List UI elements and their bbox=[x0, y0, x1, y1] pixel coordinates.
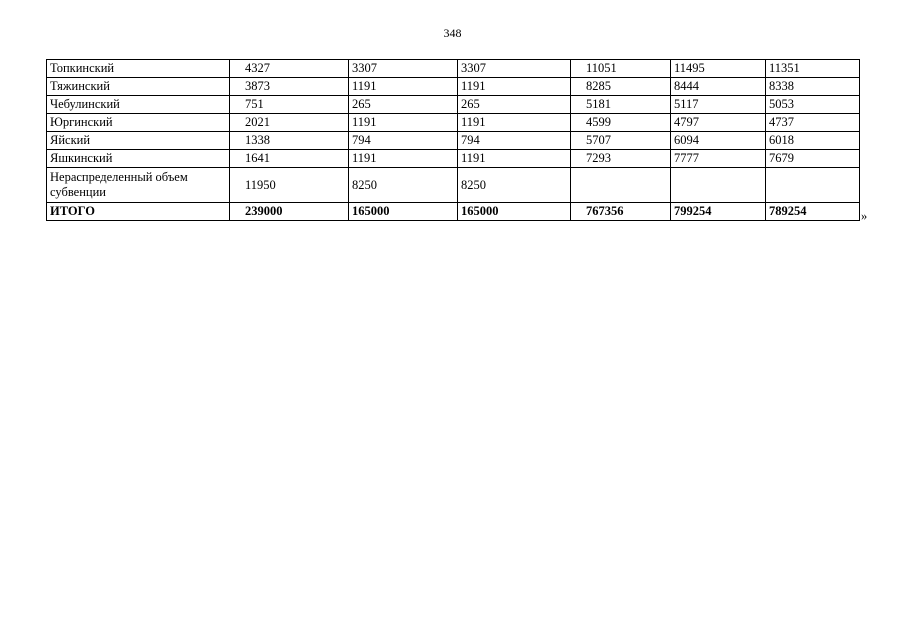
cell-value: 4797 bbox=[671, 114, 766, 132]
row-name: ИТОГО bbox=[47, 203, 230, 221]
row-name: Юргинский bbox=[47, 114, 230, 132]
cell-value: 8444 bbox=[671, 78, 766, 96]
cell-value: 4737 bbox=[766, 114, 860, 132]
row-name: Яшкинский bbox=[47, 150, 230, 168]
cell-value: 165000 bbox=[458, 203, 571, 221]
cell-value: 8250 bbox=[458, 168, 571, 203]
page-number: 348 bbox=[443, 26, 462, 40]
cell-value: 7679 bbox=[766, 150, 860, 168]
cell-value: 2021 bbox=[230, 114, 349, 132]
cell-value: 265 bbox=[349, 96, 458, 114]
cell-value: 1191 bbox=[349, 114, 458, 132]
cell-value: 11950 bbox=[230, 168, 349, 203]
closing-quote: » bbox=[861, 209, 868, 223]
table-row bbox=[47, 150, 860, 168]
cell-value: 1191 bbox=[458, 150, 571, 168]
cell-value: 11495 bbox=[671, 60, 766, 78]
cell-value: 799254 bbox=[671, 203, 766, 221]
cell-value: 11351 bbox=[766, 60, 860, 78]
cell-value: 1191 bbox=[349, 78, 458, 96]
row-name: Яйский bbox=[47, 132, 230, 150]
cell-value: 3307 bbox=[349, 60, 458, 78]
table-row bbox=[47, 78, 860, 96]
table-row bbox=[47, 60, 860, 78]
cell-value: 239000 bbox=[230, 203, 349, 221]
total-row bbox=[47, 203, 860, 221]
cell-value: 4599 bbox=[571, 114, 671, 132]
cell-value: 3873 bbox=[230, 78, 349, 96]
cell-value: 5181 bbox=[571, 96, 671, 114]
cell-value: 5053 bbox=[766, 96, 860, 114]
subvention-table bbox=[46, 59, 860, 221]
cell-value: 794 bbox=[349, 132, 458, 150]
cell-value: 5707 bbox=[571, 132, 671, 150]
cell-value: 1641 bbox=[230, 150, 349, 168]
table-row bbox=[47, 168, 860, 203]
cell-value: 4327 bbox=[230, 60, 349, 78]
cell-value: 8250 bbox=[349, 168, 458, 203]
cell-value: 8338 bbox=[766, 78, 860, 96]
cell-value: 751 bbox=[230, 96, 349, 114]
cell-value: 6094 bbox=[671, 132, 766, 150]
cell-value: 11051 bbox=[571, 60, 671, 78]
row-name: Тяжинский bbox=[47, 78, 230, 96]
row-name: Нераспределенный объем субвенции bbox=[47, 168, 230, 203]
cell-value: 7777 bbox=[671, 150, 766, 168]
table-row bbox=[47, 114, 860, 132]
cell-value: 3307 bbox=[458, 60, 571, 78]
cell-value: 794 bbox=[458, 132, 571, 150]
cell-value: 5117 bbox=[671, 96, 766, 114]
row-name: Чебулинский bbox=[47, 96, 230, 114]
cell-value: 1338 bbox=[230, 132, 349, 150]
cell-value: 7293 bbox=[571, 150, 671, 168]
cell-value: 789254 bbox=[766, 203, 860, 221]
cell-value: 8285 bbox=[571, 78, 671, 96]
cell-value: 1191 bbox=[349, 150, 458, 168]
cell-value: 165000 bbox=[349, 203, 458, 221]
cell-value: 1191 bbox=[458, 114, 571, 132]
table-row bbox=[47, 132, 860, 150]
cell-value bbox=[571, 168, 671, 203]
cell-value: 767356 bbox=[571, 203, 671, 221]
cell-value: 6018 bbox=[766, 132, 860, 150]
table-row bbox=[47, 96, 860, 114]
row-name: Топкинский bbox=[47, 60, 230, 78]
cell-value bbox=[766, 168, 860, 203]
cell-value bbox=[671, 168, 766, 203]
cell-value: 265 bbox=[458, 96, 571, 114]
cell-value: 1191 bbox=[458, 78, 571, 96]
